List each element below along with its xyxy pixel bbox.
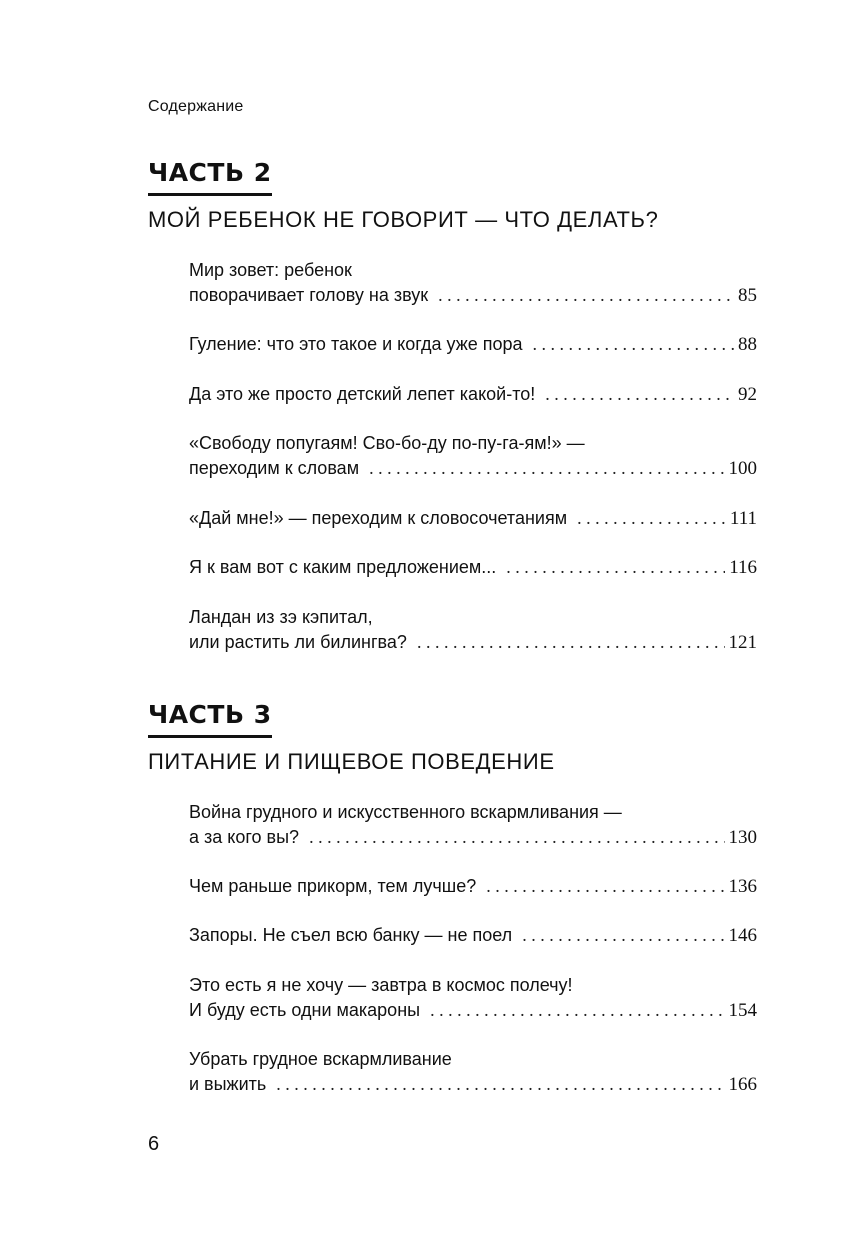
toc-page-number: 116: [729, 557, 757, 578]
toc-page-number: 166: [728, 1074, 757, 1095]
toc-leader-dots: [506, 555, 725, 580]
toc-page-number: 88: [738, 334, 757, 355]
toc-leader-dots: [438, 283, 734, 308]
part-2-title: МОЙ РЕБЕНОК НЕ ГОВОРИТ — ЧТО ДЕЛАТЬ?: [148, 207, 659, 232]
toc-leader-dots: [522, 923, 724, 948]
toc-entry-text: «Дай мне!» — переходим к словосочетаниям: [189, 508, 568, 528]
toc-leader-dots: [430, 998, 724, 1023]
toc-entry-text: Я к вам вот с каким предложением...: [189, 557, 497, 577]
toc-entry-text: или растить ли билингва?: [189, 632, 407, 652]
toc-entry[interactable]: [189, 506, 757, 531]
toc-page-number: 121: [728, 632, 757, 653]
toc-page-number: 111: [729, 508, 757, 529]
toc-page-number: 146: [728, 925, 757, 946]
toc-page-number: 85: [738, 285, 757, 306]
toc-page-number: 130: [728, 827, 757, 848]
toc-entry-text: И буду есть одни макароны: [189, 1000, 421, 1020]
page-number: 6: [148, 1133, 160, 1155]
toc-entry-text: Гуление: что это такое и когда уже пора: [189, 334, 523, 354]
toc-entry-text: Это есть я не хочу — завтра в космос полечу!: [189, 975, 573, 995]
part-3-title: ПИТАНИЕ И ПИЩЕВОЕ ПОВЕДЕНИЕ: [148, 749, 555, 774]
toc-page-number: 100: [728, 458, 757, 479]
toc-leader-dots: [276, 1072, 724, 1097]
toc-entry-text: а за кого вы?: [189, 827, 300, 847]
toc-entry[interactable]: [189, 973, 757, 1023]
toc-entry-text: Убрать грудное вскармливание: [189, 1049, 452, 1069]
toc-entry[interactable]: [189, 874, 757, 899]
toc-entry[interactable]: [189, 382, 757, 407]
toc-entry-text: переходим к словам: [189, 458, 360, 478]
toc-leader-dots: [577, 506, 726, 531]
toc-entry-text: «Свободу попугаям! Сво-бо-ду по-пу-га-ям!» —: [189, 433, 585, 453]
toc-entry-text: Мир зовет: ребенок: [189, 260, 352, 280]
toc-entry-text: Чем раньше прикорм, тем лучше?: [189, 876, 477, 896]
toc-entry[interactable]: [189, 605, 757, 655]
toc-leader-dots: [417, 630, 725, 655]
toc-leader-dots: [533, 332, 734, 357]
toc-entry[interactable]: [189, 1047, 757, 1097]
toc-leader-dots: [545, 382, 734, 407]
toc-entry[interactable]: [189, 923, 757, 948]
toc-page-number: 136: [728, 876, 757, 897]
running-header: Содержание: [148, 98, 244, 115]
part-2-label: ЧАСТЬ 2: [148, 158, 272, 196]
toc-page-number: 92: [738, 384, 757, 405]
toc-entry[interactable]: [189, 431, 757, 481]
toc-entry[interactable]: [189, 800, 757, 850]
toc-leader-dots: [486, 874, 724, 899]
toc-entry-text: Да это же просто детский лепет какой-то!: [189, 384, 536, 404]
toc-page-number: 154: [728, 1000, 757, 1021]
toc-leader-dots: [369, 456, 724, 481]
toc-entry[interactable]: [189, 332, 757, 357]
toc-entry[interactable]: [189, 258, 757, 308]
toc-entry-text: Ландан из зэ кэпитал,: [189, 607, 373, 627]
toc-entry-text: поворачивает голову на звук: [189, 285, 429, 305]
toc-leader-dots: [309, 825, 724, 850]
toc-entry-text: Запоры. Не съел всю банку — не поел: [189, 925, 513, 945]
part-3-label: ЧАСТЬ 3: [148, 700, 272, 738]
toc-entry-text: и выжить: [189, 1074, 267, 1094]
toc-entry-text: Война грудного и искусственного вскармливания —: [189, 802, 622, 822]
toc-entry[interactable]: [189, 555, 757, 580]
